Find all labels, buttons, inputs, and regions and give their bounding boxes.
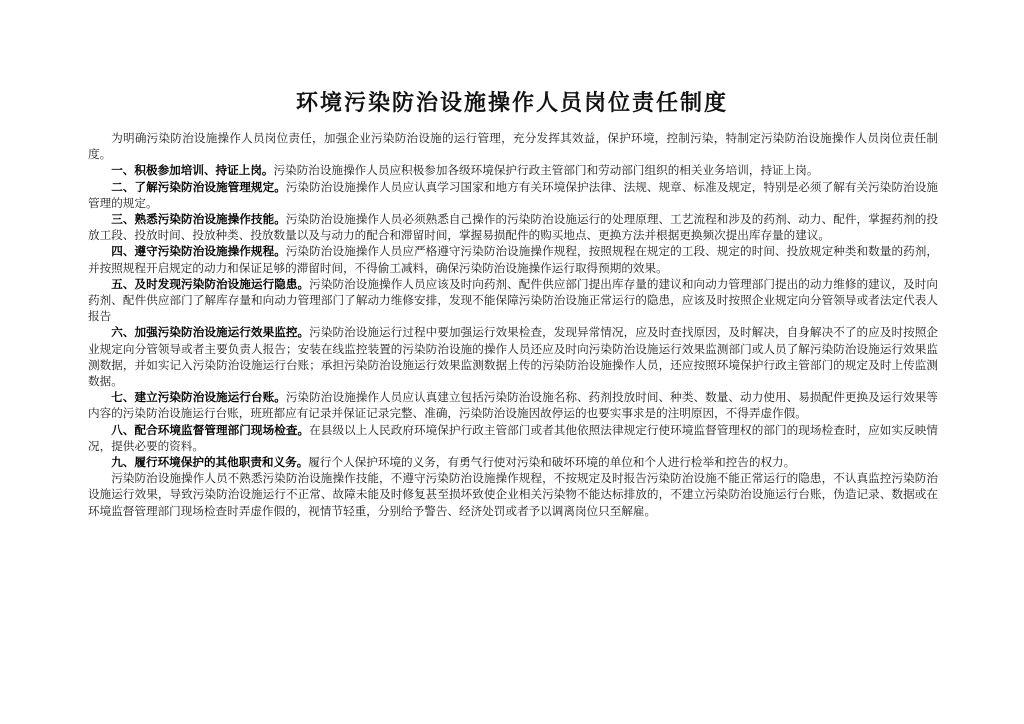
clause-4-text: 污染防治设施操作人员应严格遵守污染防治设施操作规程，按照规程在规定的工段、规定的时间、投放规定种类和数量的药剂，并按照规程开启规定的动力和保证足够的滞留时间，不得偷工减料，确保污染防治设施操作运行取得预期的效果。 — [88, 244, 938, 275]
clause-2-heading: 二、了解污染防治设施管理规定。 — [111, 179, 286, 194]
clause-3-heading: 三、熟悉污染防治设施操作技能。 — [111, 212, 286, 227]
clause-8-text: 在县级以上人民政府环境保护行政主管部门或者其他依照法律规定行使环境监督管理权的部门的现场检查时，应如实反映情况，提供必要的资料。 — [88, 422, 938, 453]
clause-7-paragraph — [88, 389, 938, 421]
closing-paragraph — [88, 470, 938, 519]
clause-6-paragraph — [88, 324, 938, 389]
clause-4-heading: 四、遵守污染防治设施操作规程。 — [111, 244, 286, 259]
document-title: 环境污染防治设施操作人员岗位责任制度 — [295, 90, 728, 116]
clause-4-paragraph — [88, 243, 938, 275]
clause-5-text: 污染防治设施操作人员应该及时向药剂、配件供应部门提出库存量的建议和向动力管理部门提出的动力维修的建议，及时向药剂、配件供应部门了解库存量和向动力管理部门了解动力维修安排，发现不能保障污染防治设施正常运行的隐患，应该及时按照企业规定向分管领导或者法定代表人报告 — [88, 276, 938, 324]
intro-paragraph — [88, 130, 938, 162]
clause-1-text: 污染防治设施操作人员应积极参加各级环境保护行政主管部门和劳动部门组织的相关业务培训，持证上岗。 — [273, 163, 819, 178]
clause-2-text: 污染防治设施操作人员应认真学习国家和地方有关环境保护法律、法规、规章、标准及规定，特别是必须了解有关污染防治设施管理的规定。 — [88, 179, 938, 210]
paragraph-text: 为明确污染防治设施操作人员岗位责任，加强企业污染防治设施的运行管理，充分发挥其效益，保护环境，控制污染，特制定污染防治设施操作人员岗位责任制度。 — [88, 131, 938, 162]
clause-1-heading: 一、积极参加培训、持证上岗。 — [111, 163, 274, 178]
clause-3-text: 污染防治设施操作人员必须熟悉自己操作的污染防治设施运行的处理原理、工艺流程和涉及的药剂、动力、配件，掌握药剂的投放工段、投放时间、投放种类、投放数量以及与动力的配合和滞留时间，掌握易损配件的购买地点、更换方法并根据更换频次提出库存量的建议。 — [88, 212, 938, 243]
document-body — [88, 130, 938, 519]
clause-7-text: 污染防治设施操作人员应认真建立包括污染防治设施名称、药剂投放时间、种类、数量、动力使用、易损配件更换及运行效果等内容的污染防治设施运行台账，班班都应有记录并保证记录完整、准确，污染防治设施因故停运的也要实事求是的注明原因，不得弄虚作假。 — [88, 390, 938, 421]
clause-1-paragraph — [88, 162, 938, 178]
clause-5-heading: 五、及时发现污染防治设施运行隐患。 — [111, 276, 310, 291]
clause-9-text: 履行个人保护环境的义务，有勇气行使对污染和破坏环境的单位和个人进行检举和控告的权力。 — [308, 455, 796, 470]
clause-9-heading: 九、履行环境保护的其他职责和义务。 — [111, 455, 309, 470]
clause-9-paragraph — [88, 454, 938, 470]
clause-6-heading: 六、加强污染防治设施运行效果监控。 — [111, 325, 310, 340]
clause-3-paragraph — [88, 211, 938, 243]
clause-6-text: 污染防治设施运行过程中要加强运行效果检查，发现异常情况，应及时查找原因，及时解决，自身解决不了的应及时按照企业规定向分管领导或者主要负责人报告；安装在线监控装置的污染防治设施的操作人员还应及时向污染防治设施运行效果监测部门或人员了解污染防治设施运行效果监测数据，并如实记入污染防治设施运行台账；承担污染防治设施运行效果监测数据上传的污染防治设施操作人员，还应按照环境保护行政主管部门的规定及时上传监测数据。 — [88, 325, 938, 389]
clause-8-heading: 八、配合环境监督管理部门现场检查。 — [111, 422, 310, 437]
clause-7-heading: 七、建立污染防治设施运行台账。 — [111, 390, 286, 405]
clause-5-paragraph — [88, 276, 938, 325]
clause-2-paragraph — [88, 179, 938, 211]
closing-text: 污染防治设施操作人员不熟悉污染防治设施操作技能，不遵守污染防治设施操作规程，不按规定及时报告污染防治设施不能正常运行的隐患，不认真监控污染防治设施运行效果，导致污染防治设施运行不正常、故障未能及时修复甚至损坏致使企业相关污染物不能达标排放的，不建立污染防治设施运行台账，伪造记录、数据或在环境监督管理部门现场检查时弄虚作假的，视情节轻重，分别给予警告、经济处罚或者予以调离岗位只至解雇。 — [88, 471, 938, 518]
clause-8-paragraph — [88, 422, 938, 454]
